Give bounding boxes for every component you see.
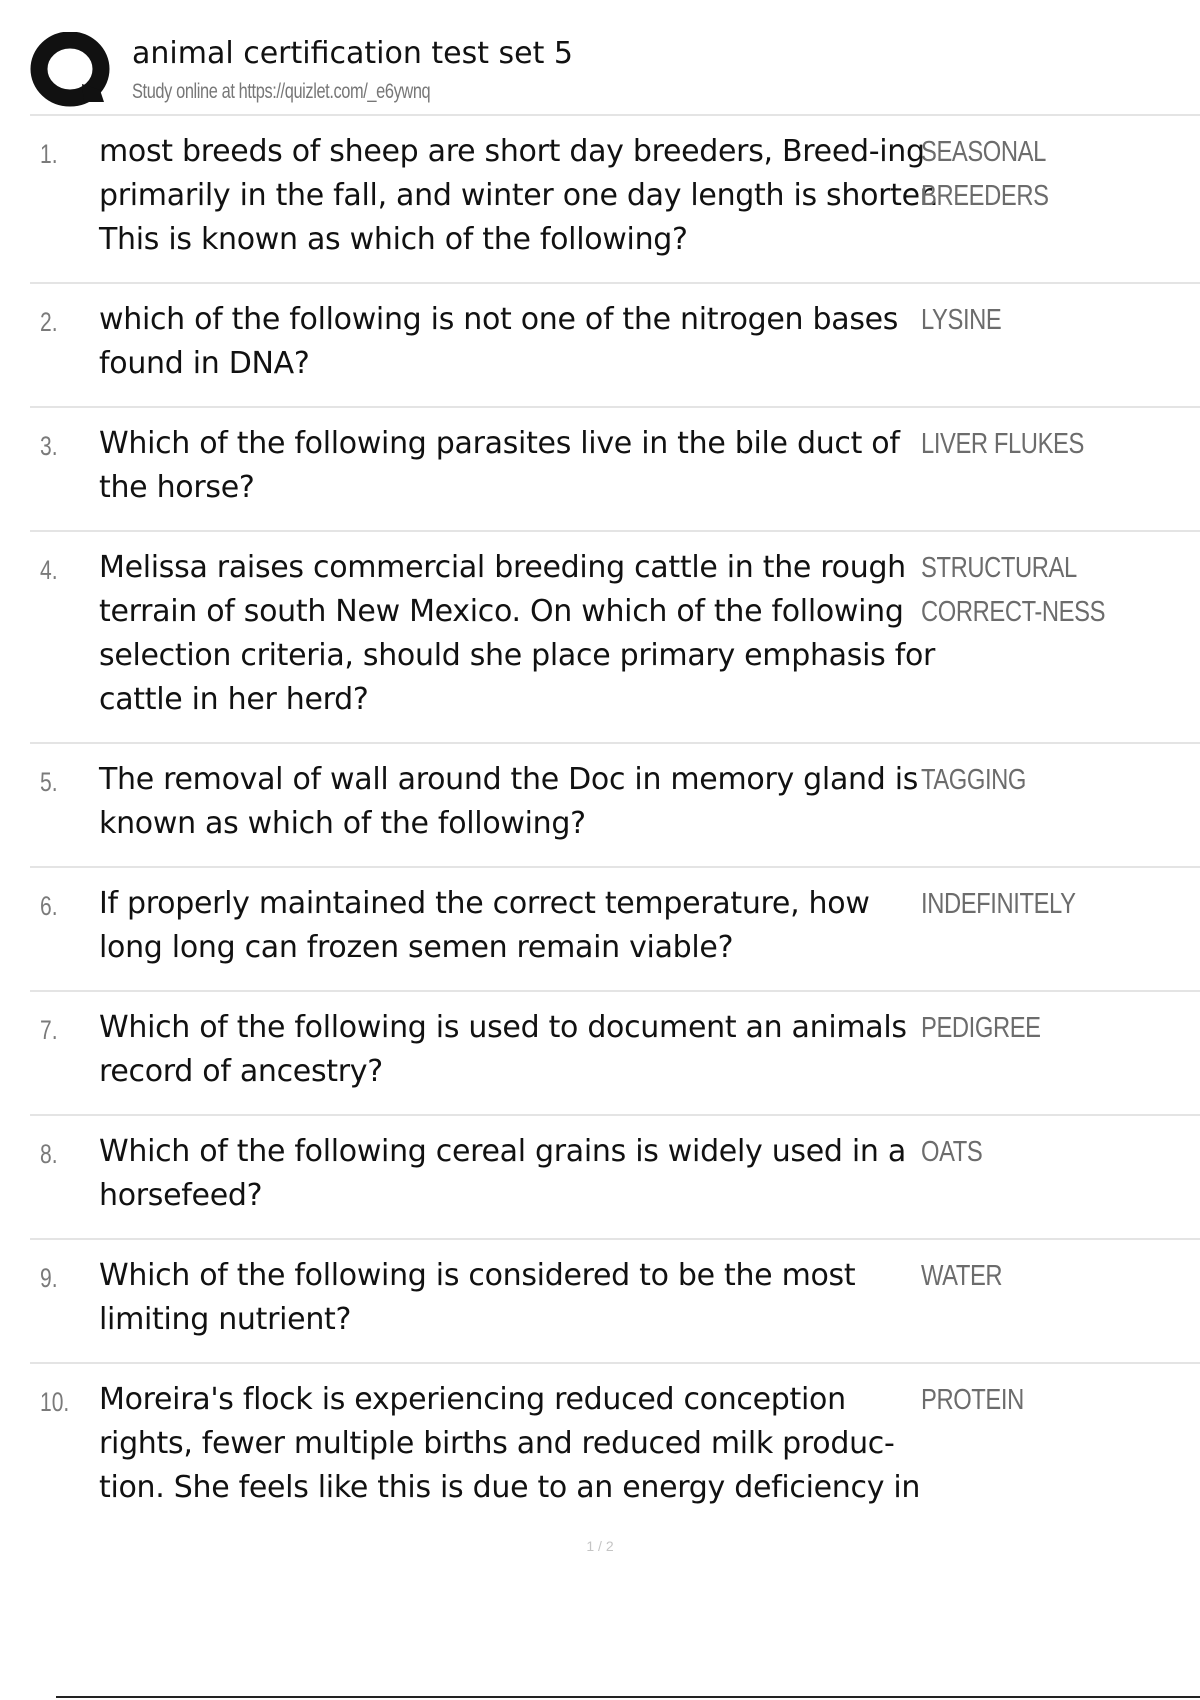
flashcard-row (30, 1240, 1200, 1364)
card-definition: STRUCTURAL CORRECT-NESS (921, 552, 1106, 628)
card-term: If properly maintained the correct temperature, how long long can frozen semen remain viable? (99, 886, 870, 965)
quizlet-logo-icon (30, 32, 142, 112)
card-number: 9. (40, 1263, 58, 1293)
flashcard-row (30, 868, 1200, 992)
card-term: Which of the following cereal grains is widely used in a horsefeed? (99, 1134, 906, 1213)
card-number: 10. (40, 1387, 70, 1417)
card-definition: WATER (921, 1260, 1003, 1292)
card-number: 7. (40, 1015, 58, 1045)
flashcard-row (30, 992, 1200, 1116)
card-definition: LYSINE (921, 304, 1002, 336)
card-term: Which of the following parasites live in the bile duct of the horse? (99, 426, 900, 505)
card-term: The removal of wall around the Doc in memory gland is known as which of the following? (99, 762, 919, 841)
card-definition: PEDIGREE (921, 1012, 1041, 1044)
flashcard-row (30, 744, 1200, 868)
card-definition: TAGGING (921, 764, 1027, 796)
card-term: Melissa raises commercial breeding cattle in the rough terrain of south New Mexico. On which of the following selection criteria, should she place primary emphasis for cattle in her herd? (99, 550, 936, 717)
flashcard-list (30, 116, 1200, 1530)
flashcard-row (30, 284, 1200, 408)
footer-divider (56, 1696, 1200, 1698)
card-definition: LIVER FLUKES (921, 428, 1084, 460)
card-number: 6. (40, 891, 58, 921)
card-definition: SEASONAL BREEDERS (921, 136, 1049, 212)
card-term: Which of the following is considered to be the most limiting nutrient? (99, 1258, 856, 1337)
card-definition: OATS (921, 1136, 983, 1168)
card-term: Which of the following is used to document an animals record of ancestry? (99, 1010, 907, 1089)
flashcard-row (30, 408, 1200, 532)
card-number: 4. (40, 555, 58, 585)
flashcard-row (30, 532, 1200, 744)
card-number: 1. (40, 139, 58, 169)
flashcard-row (30, 1116, 1200, 1240)
flashcard-row (30, 116, 1200, 284)
card-term: which of the following is not one of the nitrogen bases found in DNA? (99, 302, 899, 381)
card-number: 3. (40, 431, 58, 461)
card-number: 2. (40, 307, 58, 337)
card-definition: INDEFINITELY (921, 888, 1076, 920)
card-term: most breeds of sheep are short day breeders, Breed-ing primarily in the fall, and winter one day length is shorter. This is known as which of the following? (99, 134, 939, 257)
card-number: 5. (40, 767, 58, 797)
flashcard-row (30, 1364, 1200, 1530)
document-header (30, 32, 1200, 112)
document-title: animal certification test set 5 (132, 36, 573, 71)
page-number: 1 / 2 (586, 1538, 614, 1554)
study-online-link[interactable]: Study online at https://quizlet.com/_e6ywnq (132, 80, 431, 103)
card-number: 8. (40, 1139, 58, 1169)
card-term: Moreira's flock is experiencing reduced conception rights, fewer multiple births and reduced milk produc-tion. She feels like this is due to an energy deficiency in (99, 1382, 921, 1505)
card-definition: PROTEIN (921, 1384, 1024, 1416)
